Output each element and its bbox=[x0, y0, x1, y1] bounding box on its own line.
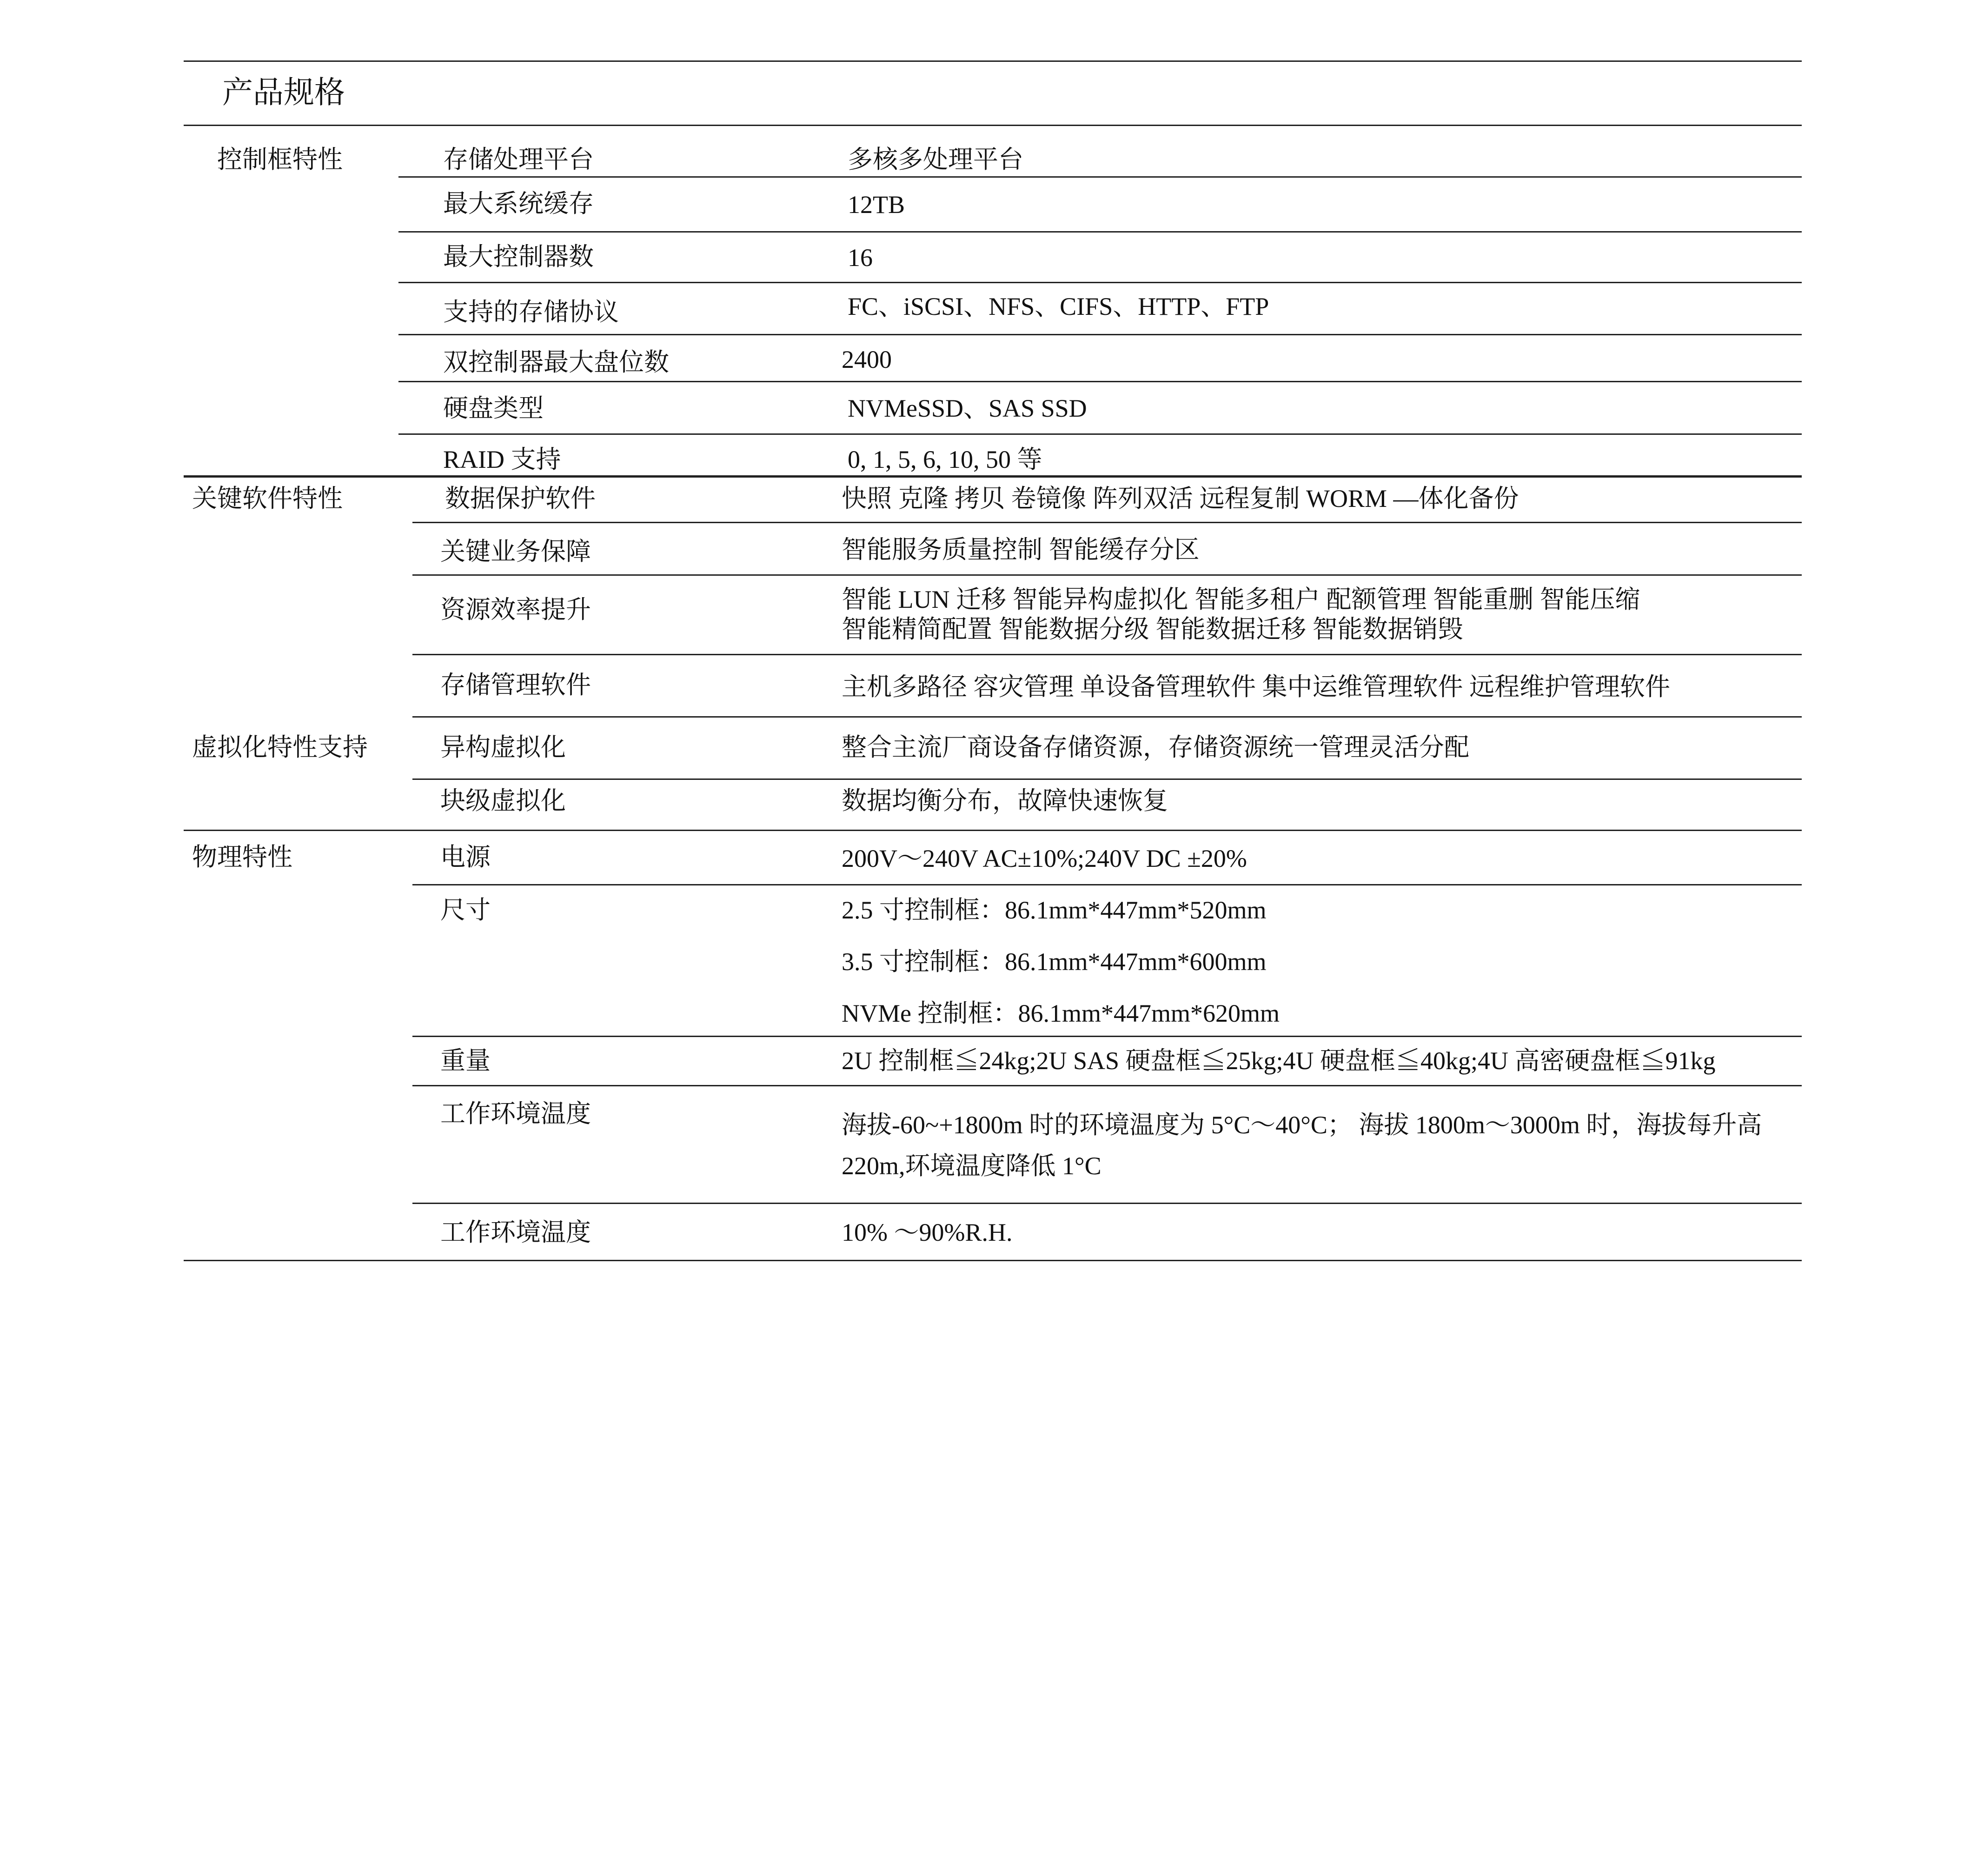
row-divider bbox=[398, 433, 1802, 435]
spec-value: 整合主流厂商设备存储资源，存储资源统一管理灵活分配 bbox=[842, 733, 1469, 761]
spec-value-line: 2.5 寸控制框：86.1mm*447mm*520mm bbox=[842, 896, 1267, 924]
row-divider bbox=[398, 334, 1802, 335]
spec-value-line: 智能 LUN 迁移 智能异构虚拟化 智能多租户 配额管理 智能重删 智能压缩 bbox=[842, 585, 1640, 613]
spec-name: 最大系统缓存 bbox=[443, 190, 594, 218]
title-bottom-border bbox=[184, 125, 1802, 126]
spec-value: NVMeSSD、SAS SSD bbox=[848, 394, 1087, 422]
spec-name: 数据保护软件 bbox=[445, 485, 596, 512]
spec-name: 工作环境温度 bbox=[440, 1100, 591, 1128]
spec-name: 硬盘类型 bbox=[443, 394, 544, 422]
spec-value: 16 bbox=[848, 244, 873, 272]
row-divider bbox=[398, 176, 1802, 178]
spec-value: 200V～240V AC±10%;240V DC ±20% bbox=[842, 845, 1247, 872]
spec-value-line: 海拔-60~+1800m 时的环境温度为 5°C～40°C； 海拔 1800m～3000m 时，海拔每升高 bbox=[842, 1111, 1762, 1139]
page-title: 产品规格 bbox=[222, 76, 345, 110]
spec-value-line: 智能精简配置 智能数据分级 智能数据迁移 智能数据销毁 bbox=[842, 615, 1463, 643]
category-label: 虚拟化特性支持 bbox=[192, 733, 368, 761]
row-divider bbox=[412, 654, 1802, 655]
row-divider bbox=[412, 1203, 1802, 1204]
spec-value: 2U 控制框≦24kg;2U SAS 硬盘框≦25kg;4U 硬盘框≦40kg;4U 高密硬盘框≦91kg bbox=[842, 1047, 1716, 1075]
row-divider bbox=[412, 716, 1802, 718]
section-divider bbox=[184, 475, 1802, 478]
row-divider bbox=[412, 1085, 1802, 1086]
spec-name: 支持的存储协议 bbox=[443, 298, 619, 326]
table-top-border bbox=[184, 60, 1802, 62]
category-label: 关键软件特性 bbox=[192, 485, 343, 512]
spec-name: RAID 支持 bbox=[443, 446, 561, 473]
spec-value: 0, 1, 5, 6, 10, 50 等 bbox=[848, 446, 1042, 473]
spec-value: FC、iSCSI、NFS、CIFS、HTTP、FTP bbox=[848, 293, 1269, 320]
row-divider bbox=[412, 884, 1802, 885]
spec-name: 存储处理平台 bbox=[443, 146, 594, 173]
row-divider bbox=[412, 574, 1802, 576]
spec-name: 电源 bbox=[440, 843, 491, 871]
row-divider bbox=[412, 778, 1802, 780]
spec-value: 2400 bbox=[842, 346, 892, 373]
row-divider bbox=[398, 282, 1802, 283]
table-bottom-border bbox=[184, 1260, 1802, 1261]
spec-value: 12TB bbox=[848, 191, 905, 219]
spec-name: 工作环境温度 bbox=[440, 1218, 591, 1246]
row-divider bbox=[412, 1036, 1802, 1037]
spec-value-line: 3.5 寸控制框：86.1mm*447mm*600mm bbox=[842, 948, 1267, 976]
spec-name: 异构虚拟化 bbox=[440, 733, 566, 761]
spec-value: 数据均衡分布，故障快速恢复 bbox=[842, 787, 1168, 815]
spec-name: 关键业务保障 bbox=[440, 538, 591, 565]
spec-value-line: 220m,环境温度降低 1°C bbox=[842, 1152, 1101, 1180]
spec-name: 资源效率提升 bbox=[440, 596, 591, 624]
spec-value: 多核多处理平台 bbox=[848, 146, 1023, 173]
row-divider bbox=[398, 381, 1802, 382]
spec-name: 最大控制器数 bbox=[443, 243, 594, 271]
spec-name: 重量 bbox=[440, 1047, 491, 1075]
spec-name: 存储管理软件 bbox=[440, 671, 591, 699]
spec-value: 快照 克隆 拷贝 卷镜像 阵列双活 远程复制 WORM —体化备份 bbox=[842, 485, 1519, 512]
spec-name: 尺寸 bbox=[440, 896, 491, 924]
spec-value: 主机多路径 容灾管理 单设备管理软件 集中运维管理软件 远程维护管理软件 bbox=[842, 673, 1670, 701]
row-divider bbox=[412, 522, 1802, 523]
spec-value: 智能服务质量控制 智能缓存分区 bbox=[842, 536, 1200, 564]
category-label: 物理特性 bbox=[192, 843, 292, 871]
spec-value-line: NVMe 控制框：86.1mm*447mm*620mm bbox=[842, 999, 1280, 1027]
spec-name: 双控制器最大盘位数 bbox=[443, 348, 669, 376]
category-label: 控制框特性 bbox=[217, 146, 343, 173]
spec-value: 10% ～90%R.H. bbox=[842, 1218, 1013, 1246]
section-divider bbox=[184, 830, 1802, 831]
spec-name: 块级虚拟化 bbox=[440, 787, 566, 815]
row-divider bbox=[398, 231, 1802, 233]
